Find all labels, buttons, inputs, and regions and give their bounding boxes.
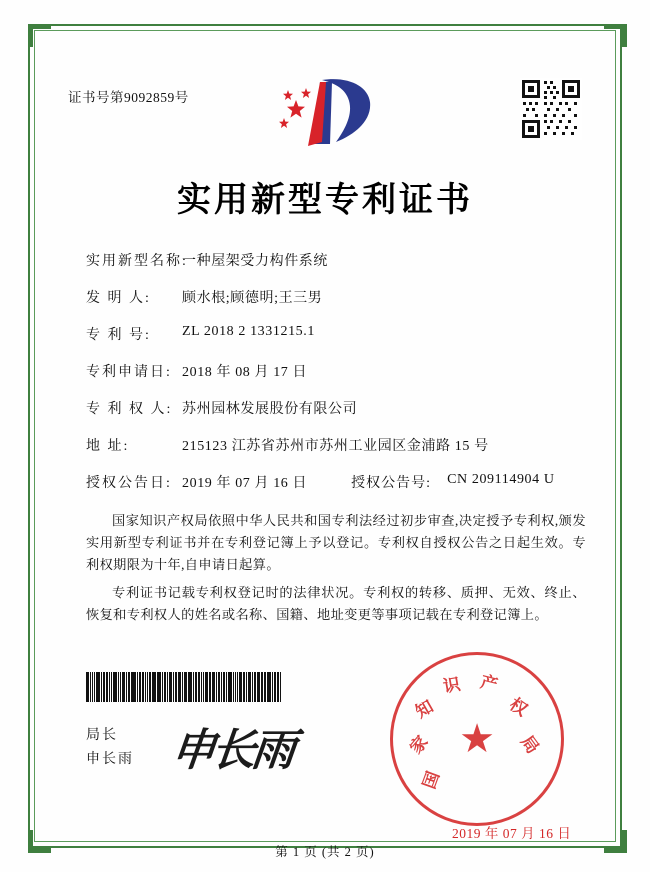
patent-office-logo-icon — [270, 72, 380, 152]
field-row-name — [86, 250, 590, 270]
field-row-application-date — [86, 361, 590, 381]
field-value: ZL 2018 2 1331215.1 — [182, 324, 315, 339]
corner-ornament-top-right — [604, 24, 627, 47]
seal-character: 知 — [412, 696, 438, 723]
seal-date: 2019 年 07 月 16 日 — [452, 826, 572, 841]
field-label: 实用新型名称: — [86, 254, 188, 269]
page-title: 实用新型专利证书 — [177, 180, 473, 220]
field-row-inventors — [86, 287, 590, 307]
seal-character: 局 — [516, 732, 543, 758]
field-label: 专 利 权 人: — [86, 402, 173, 417]
field-label: 发 明 人: — [86, 291, 151, 306]
seal-character: 产 — [478, 672, 500, 696]
field-row-patentee — [86, 398, 590, 418]
corner-ornament-bottom-left — [28, 830, 51, 853]
official-seal — [390, 652, 564, 826]
barcode-icon — [86, 672, 282, 702]
seal-character: 家 — [406, 732, 433, 759]
seal-character: 识 — [441, 674, 463, 698]
seal-emblem-icon: ★ — [459, 716, 495, 761]
signature-labels — [86, 724, 134, 772]
field-row-grant — [86, 472, 590, 492]
certificate-content — [60, 52, 590, 859]
field-label: 地 址: — [86, 439, 130, 454]
corner-ornament-top-left — [28, 24, 51, 47]
corner-ornament-bottom-right — [604, 830, 627, 853]
director-name-label: 申长雨 — [86, 752, 134, 767]
field-label: 授权公告日: — [86, 476, 172, 491]
field-value: 2018 年 08 月 17 日 — [182, 365, 308, 380]
field-label: 专 利 号: — [86, 328, 151, 343]
legal-paragraph-2: 专利证书记载专利权登记时的法律状况。专利权的转移、质押、无效、终止、恢复和专利权人的姓名或名称、国籍、地址变更等事项记载在专利登记簿上。 — [86, 585, 586, 622]
seal-character: 权 — [505, 694, 531, 721]
field-value: 2019 年 07 月 16 日 — [182, 476, 308, 491]
field-label-secondary: 授权公告号: — [351, 476, 431, 491]
seal-character: 国 — [419, 768, 445, 792]
field-value: 顾水根;顾德明;王三男 — [182, 291, 323, 306]
legal-paragraph-1: 国家知识产权局依照中华人民共和国专利法经过初步审查,决定授予专利权,颁发实用新型专利证书并在专利登记簿上予以登记。专利权自授权公告之日起生效。专利权期限为十年,自申请日起算。 — [86, 513, 586, 572]
field-value-secondary: CN 209114904 U — [447, 472, 555, 487]
page-footer: 第 1 页 (共 2 页) — [275, 845, 375, 859]
field-row-address — [86, 435, 590, 455]
field-value: 苏州园林发展股份有限公司 — [182, 402, 358, 417]
director-title-label: 局长 — [86, 728, 118, 743]
qr-code-icon — [520, 78, 582, 140]
field-value: 215123 江苏省苏州市苏州工业园区金浦路 15 号 — [182, 439, 489, 454]
handwritten-signature: 申长雨 — [168, 725, 295, 776]
field-row-patent-number — [86, 324, 590, 344]
field-label: 专利申请日: — [86, 365, 172, 380]
field-list — [86, 250, 590, 509]
certificate-number: 证书号第9092859号 — [68, 90, 189, 105]
field-value: 一种屋架受力构件系统 — [182, 254, 328, 269]
